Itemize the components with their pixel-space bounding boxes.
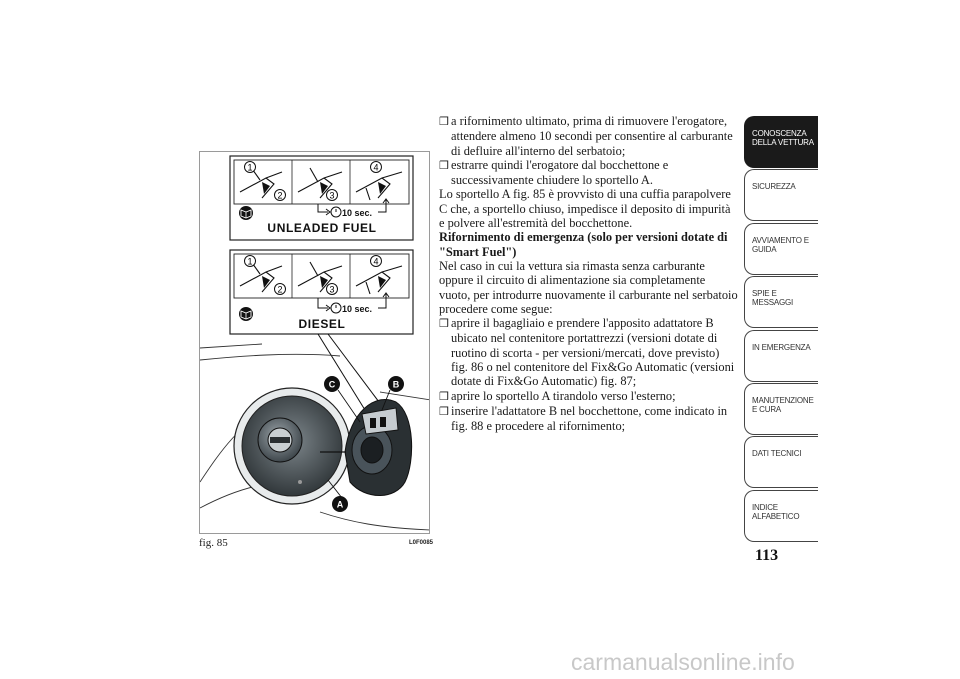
- callout-a: A: [336, 499, 344, 510]
- text-column: [439, 114, 739, 434]
- callout-b: B: [392, 379, 400, 390]
- bullet-text: a rifornimento ultimato, prima di rimuovere l'erogatore, attendere almeno 10 secondi per consentire al carburante di defluire all'interno del serbatoio;: [451, 114, 733, 158]
- figure-code: L0F0085: [409, 540, 434, 546]
- fuel-door-figure: [199, 151, 430, 534]
- bullet-text: aprire lo sportello A tirandolo verso l'esterno;: [451, 388, 676, 403]
- step-3-unleaded: 3: [329, 190, 335, 201]
- page-number: 113: [755, 547, 779, 564]
- unleaded-fuel-label: [230, 156, 413, 240]
- bullet-box-icon: ❒: [439, 318, 449, 331]
- unleaded-fuel-text: UNLEADED FUEL: [267, 221, 377, 235]
- step-1-unleaded: 1: [247, 162, 253, 173]
- bullet-item: [439, 389, 739, 404]
- tab-sicurezza[interactable]: SICUREZZA: [744, 169, 818, 221]
- step-4-unleaded: 4: [373, 162, 379, 173]
- step-4-diesel: 4: [373, 256, 379, 267]
- manual-book-icon: [239, 307, 253, 321]
- section-heading: Rifornimento di emergenza (solo per versioni dotate di "Smart Fuel"): [439, 230, 728, 259]
- tab-avviamento-e-guida[interactable]: AVVIAMENTO E GUIDA: [744, 223, 818, 275]
- bullet-item: [439, 158, 739, 188]
- bullet-box-icon: ❒: [439, 390, 449, 403]
- step-1-diesel: 1: [247, 256, 253, 267]
- tab-indice-alfabetico[interactable]: INDICE ALFABETICO: [744, 490, 818, 542]
- timer-icon: [331, 303, 341, 313]
- diesel-text: DIESEL: [298, 317, 346, 331]
- paragraph: Lo sportello A fig. 85 è provvisto di una cuffia parapolvere C che, a sportello chiuso, impedisce il deposito di impurità e polvere all'estremità del bocchettone.: [439, 187, 731, 231]
- section-tabs: [744, 116, 818, 543]
- tab-spie-e-messaggi[interactable]: SPIE E MESSAGGI: [744, 276, 818, 328]
- bullet-text: aprire il bagagliaio e prendere l'apposito adattatore B ubicato nel contenitore portattrezzi (versioni dotate di ruotino di scorta - per versioni/mercati, dove previsto) fig. 86 o nel contenitore del Fix&Go Automatic (versioni dotate di Fix&Go Automatic) fig. 87;: [451, 316, 735, 389]
- figure-caption: fig. 85: [199, 537, 228, 549]
- tab-conoscenza-della-vettura[interactable]: CONOSCENZA DELLA VETTURA: [744, 116, 818, 168]
- paragraph: Nel caso in cui la vettura sia rimasta senza carburante oppure il circuito di alimentazione sia completamente vuoto, per introdurre nuovamente il carburante nel serbatoio procedere come segue:: [439, 258, 738, 316]
- tab-in-emergenza[interactable]: IN EMERGENZA: [744, 330, 818, 382]
- bullet-box-icon: ❒: [439, 116, 449, 128]
- tab-dati-tecnici[interactable]: DATI TECNICI: [744, 436, 818, 488]
- bullet-text: estrarre quindi l'erogatore dal bocchettone e successivamente chiudere lo sportello A.: [451, 157, 669, 188]
- fuel-door-illustration: [200, 152, 430, 534]
- timer-text-diesel: 10 sec.: [342, 304, 373, 314]
- tab-manutenzione-e-cura[interactable]: MANUTENZIONE E CURA: [744, 383, 818, 435]
- bullet-text: inserire l'adattatore B nel bocchettone, come indicato in fig. 88 e procedere al rifornimento;: [451, 403, 728, 434]
- manual-book-icon: [239, 206, 253, 220]
- timer-text-unleaded: 10 sec.: [342, 208, 373, 218]
- watermark: carmanualsonline.info: [571, 649, 795, 675]
- diesel-label: [230, 250, 413, 334]
- step-3-diesel: 3: [329, 284, 335, 295]
- bullet-box-icon: ❒: [439, 405, 449, 418]
- bullet-item: [439, 316, 739, 388]
- bullet-item: [439, 114, 739, 158]
- step-2-unleaded: 2: [277, 190, 283, 201]
- timer-icon: [331, 207, 341, 217]
- bullet-box-icon: ❒: [439, 159, 449, 172]
- step-2-diesel: 2: [277, 284, 283, 295]
- callout-c: C: [328, 379, 336, 390]
- bullet-item: [439, 404, 739, 434]
